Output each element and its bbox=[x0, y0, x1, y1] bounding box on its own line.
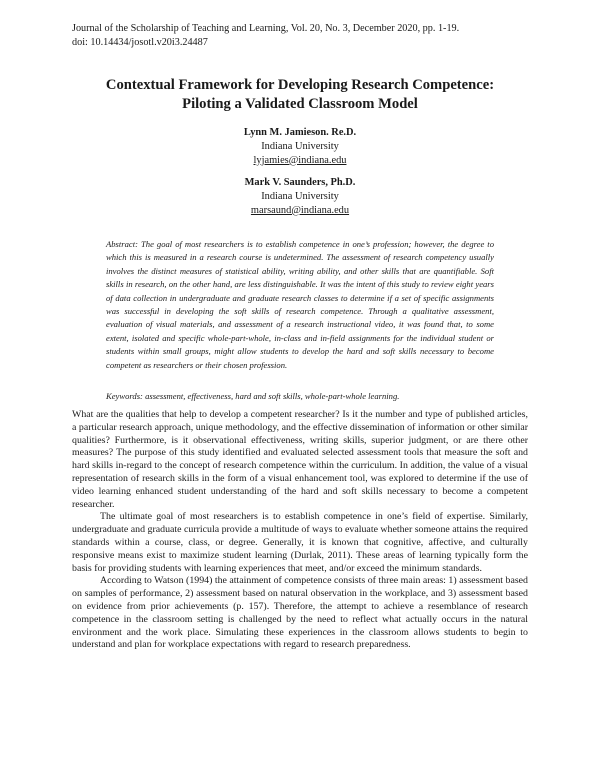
author-email-link[interactable]: lyjamies@indiana.edu bbox=[253, 154, 347, 166]
journal-citation: Journal of the Scholarship of Teaching and Learning, Vol. 20, No. 3, December 2020, pp. 1-19. bbox=[72, 23, 460, 34]
keywords: Keywords: assessment, effectiveness, hard and soft skills, whole-part-whole learning. bbox=[106, 391, 400, 401]
title-line-1: Contextual Framework for Developing Research Competence: bbox=[105, 77, 495, 93]
body-text bbox=[72, 409, 528, 652]
author-name: Lynn M. Jamieson. Re.D. bbox=[243, 127, 357, 138]
author-email-link[interactable]: marsaund@indiana.edu bbox=[250, 204, 350, 216]
body-paragraph: According to Watson (1994) the attainment of competence consists of three main areas: 1) assessment based on samples of performance, 2) assessment based on natural observation in the workplace, and 3) assessment based on evidence from prior achievements (p. 157). Therefore, the attempt to achieve a resemblance of research competence in the classroom setting is challenged by the need to reflect what actually occurs in the natural environment and the work place. Simulating these experiences in the classroom allows students to begin to understand and plan for workplace expectations with regard to research preparedness. bbox=[72, 575, 528, 651]
paper-title bbox=[72, 76, 528, 114]
author-block-2 bbox=[72, 176, 528, 217]
author-affiliation: Indiana University bbox=[261, 140, 339, 152]
author-block-1 bbox=[72, 126, 528, 167]
body-paragraph: The ultimate goal of most researchers is to establish competence in one’s field of expertise. Similarly, undergraduate and graduate curricula provide a multitude of ways to evaluate whether someone attains the required standards within a course, class, or degree. Generally, it is known that cognitive, affective, and culturally responsive means exist to maximize student learning (Durlak, 2011). These areas of learning typically form the basis for providing students with learning experiences that meet, and/or exceed the minimum standards. bbox=[72, 511, 528, 574]
abstract: Abstract: The goal of most researchers is to establish competence in one’s profession; however, the degree to which this is measured in a research course is undetermined. The assessment of research competency usually involves the distinct measures of statistical ability, writing ability, and other skills that are quantifiable. Soft skills in research, on the other hand, are less distinguishable. It was the intent of this study to review eight years of data collection in undergraduate and graduate research classes to determine if a set of specific assignments was successful in developing the soft skills of research competence. Through a qualitative assessment, evaluation of visual materials, and assessment of a research instructional video, it was found that, to some extent, isolated and specific whole-part-whole, in-class and in-field assignments for the individual student or students within small groups, might allow students to develop the hard and soft skills necessary to become competent as researchers or their chosen profession. bbox=[106, 239, 494, 370]
journal-doi: doi: 10.14434/josotl.v20i3.24487 bbox=[72, 37, 208, 48]
body-paragraph: What are the qualities that help to develop a competent researcher? Is it the number and type of published articles, a particular research approach, unique methodology, and the effective dissemination of information or other similar qualities? Furthermore, is it observational effectiveness, writing skills, superior judgment, or are there other measures? The purpose of this study identified and evaluated selected assessment tools that measure the soft and hard skills in-regard to the concept of research competence within the curriculum. In addition, the value of a visual representation of research skills in the form of a visual enhancement tool, was explored to determine if the use of video learning enhanced student understanding of the hard and soft skills necessary to become a competent researcher. bbox=[72, 409, 528, 510]
author-affiliation: Indiana University bbox=[261, 190, 339, 202]
journal-header bbox=[72, 22, 459, 50]
title-line-2: Piloting a Validated Classroom Model bbox=[182, 96, 418, 112]
author-name: Mark V. Saunders, Ph.D. bbox=[244, 177, 356, 188]
